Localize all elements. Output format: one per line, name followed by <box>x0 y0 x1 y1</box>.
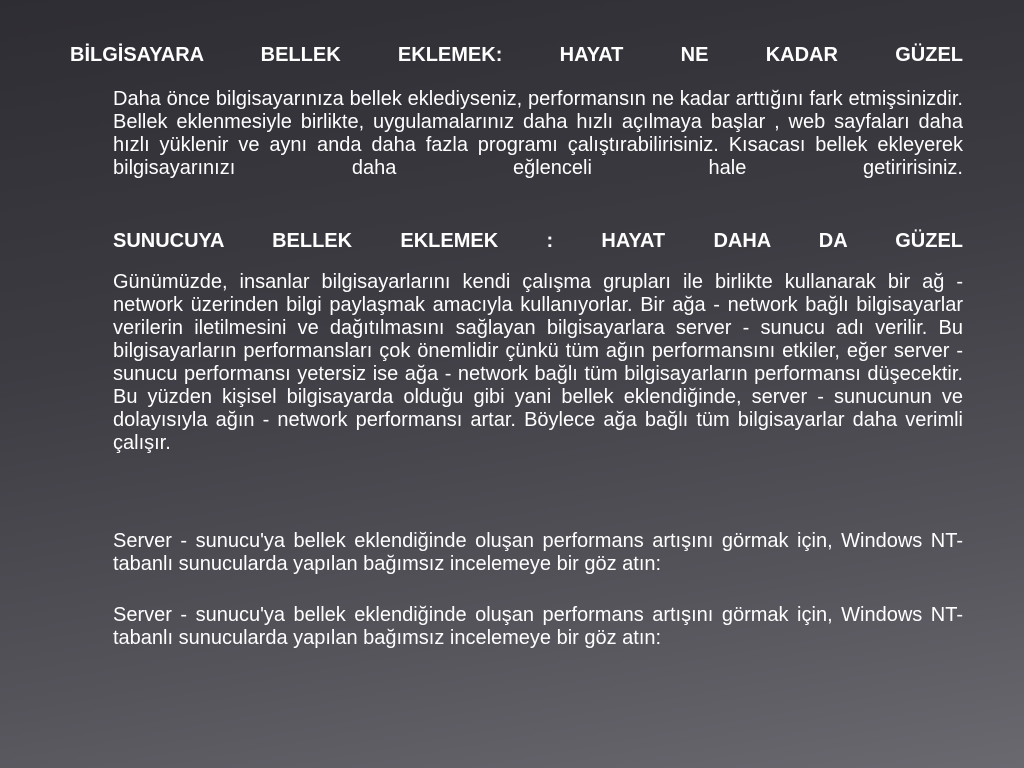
heading-add-memory-to-computer: BİLGİSAYARA BELLEK EKLEMEK: HAYAT NE KADAR GÜZEL <box>70 44 963 66</box>
paragraph-server-network: Günümüzde, insanlar bilgisayarlarını kendi çalışma grupları ile birlikte kullanarak bir ağ - network üzerinden bilgi paylaşmak amacıyla kullanıyorlar. Bir ağa - network bağlı bilgisayarlar verilerin iletilmesini ve dağıtılmasını sağlayan bilgisayarlara server - sunucu adı verilir. Bu bilgisayarların performansları çok önemlidir çünkü tüm ağın performansını etkiler, eğer server - sunucu performansı yetersiz ise ağa - network bağlı tüm bilgisayarların performansı düşecektir. Bu yüzden kişisel bilgisayarda olduğu gibi yani bellek eklendiğinde, server - sunucunun ve dolayısıyla ağın - network performansı artar. Böylece ağa bağlı tüm bilgisayarlar daha verimli çalışır. <box>113 271 963 454</box>
heading-add-memory-to-server: SUNUCUYA BELLEK EKLEMEK : HAYAT DAHA DA GÜZEL <box>113 230 963 252</box>
paragraph-memory-benefits: Daha önce bilgisayarınıza bellek eklediyseniz, performansın ne kadar arttığını fark etmişsinizdir. Bellek eklenmesiyle birlikte, uygulamalarınız daha hızlı açılmaya başlar , web sayfaları daha hızlı yüklenir ve aynı anda daha fazla programı çalıştırabilirisiniz. Kısacası bellek ekleyerek bilgisayarınızı daha eğlenceli hale getiririsiniz. <box>113 88 963 179</box>
paragraph-server-review-1: Server - sunucu'ya bellek eklendiğinde oluşan performans artışını görmak için, Windows NT-tabanlı sunucularda yapılan bağımsız incelemeye bir göz atın: <box>113 530 963 575</box>
paragraph-server-review-2: Server - sunucu'ya bellek eklendiğinde oluşan performans artışını görmak için, Windows NT-tabanlı sunucularda yapılan bağımsız incelemeye bir göz atın: <box>113 604 963 649</box>
